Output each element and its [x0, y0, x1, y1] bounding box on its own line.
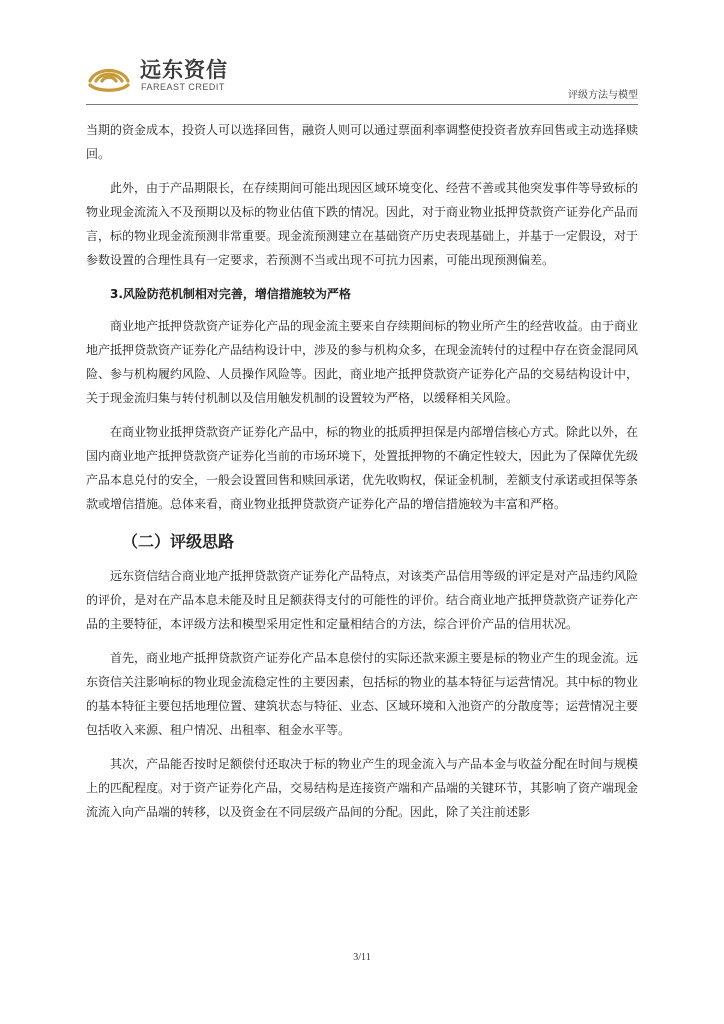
- fareast-logo-icon: [86, 54, 132, 94]
- paragraph-5: 远东资信结合商业地产抵押贷款资产证券化产品特点，对该类产品信用等级的评定是对产品违约风险的评价，是对在产品本息未能及时且足额获得支付的可能性的评价。结合商业地产抵押贷款资产证券化产品的主要特征，本评级方法和模型采用定性和定量相结合的方法，综合评价产品的信用状况。: [86, 569, 639, 631]
- section-heading: （二）评级思路: [122, 532, 235, 551]
- page-header: [0, 0, 724, 105]
- paragraph-4: 在商业物业抵押贷款资产证券化产品中，标的物业的抵质押担保是内部增信核心方式。除此以外，在国内商业地产抵押贷款资产证券化当前的市场环境下，处置抵押物的不确定性较大，因此为了保障优先级产品本息兑付的安全，一般会设置回售和赎回承诺，优先收购权，保证金机制，差额支付承诺或担保等条款或增信措施。总体来看，商业物业抵押贷款资产证券化产品的增信措施较为丰富和严格。: [86, 425, 639, 511]
- paragraph-3: 商业地产抵押贷款资产证券化产品的现金流主要来自存续期间标的物业所产生的经营收益。由于商业地产抵押贷款资产证券化产品结构设计中，涉及的参与机构众多，在现金流转付的过程中存在资金混同风险、参与机构履约风险、人员操作风险等。因此，商业地产抵押贷款资产证券化产品的交易结构设计中，关于现金流归集与转付机制以及信用触发机制的设置较为严格，以缓释相关风险。: [86, 319, 639, 405]
- page-number: 3/11: [353, 952, 371, 963]
- paragraph-1: 当期的资金成本，投资人可以选择回售，融资人则可以通过票面利率调整使投资者放弃回售或主动选择赎回。: [86, 123, 639, 161]
- brand-name-cn: 远东资信: [140, 58, 228, 82]
- paragraph-7: 其次，产品能否按时足额偿付还取决于标的物业产生的现金流入与产品本金与收益分配在时间与规模上的匹配程度。对于资产证券化产品，交易结构是连接资产端和产品端的关键环节，其影响了资产端现金流流入向产品端的转移，以及资金在不同层级产品间的分配。因此，除了关注前述影: [86, 757, 639, 819]
- document-body: [86, 118, 638, 834]
- paragraph-6: 首先，商业地产抵押贷款资产证券化产品本息偿付的实际还款来源主要是标的物业产生的现金流。远东资信关注影响标的物业现金流稳定性的主要因素，包括标的物业的基本特征与运营情况。其中标的物业的基本特征主要包括地理位置、建筑状态与特征、业态、区域环境和入池资产的分散度等；运营情况主要包括收入来源、租户情况、出租率、租金水平等。: [86, 651, 639, 737]
- section-label: 评级方法与模型: [568, 90, 638, 101]
- brand-name-en: FAREAST CREDIT: [141, 82, 225, 92]
- header-divider: [86, 104, 638, 105]
- paragraph-2: 此外，由于产品期限长，在存续期间可能出现因区域环境变化、经营不善或其他突发事件等导致标的物业现金流流入不及预期以及标的物业估值下跌的情况。因此，对于商业物业抵押贷款资产证券化产品而言，标的物业现金流预测非常重要。现金流预测建立在基础资产历史表现基础上，并基于一定假设，对于参数设置的合理性具有一定要求，若预测不当或出现不可抗力因素，可能出现预测偏差。: [86, 181, 639, 267]
- subsection-heading: 3.风险防范机制相对完善，增信措施较为严格: [110, 287, 351, 301]
